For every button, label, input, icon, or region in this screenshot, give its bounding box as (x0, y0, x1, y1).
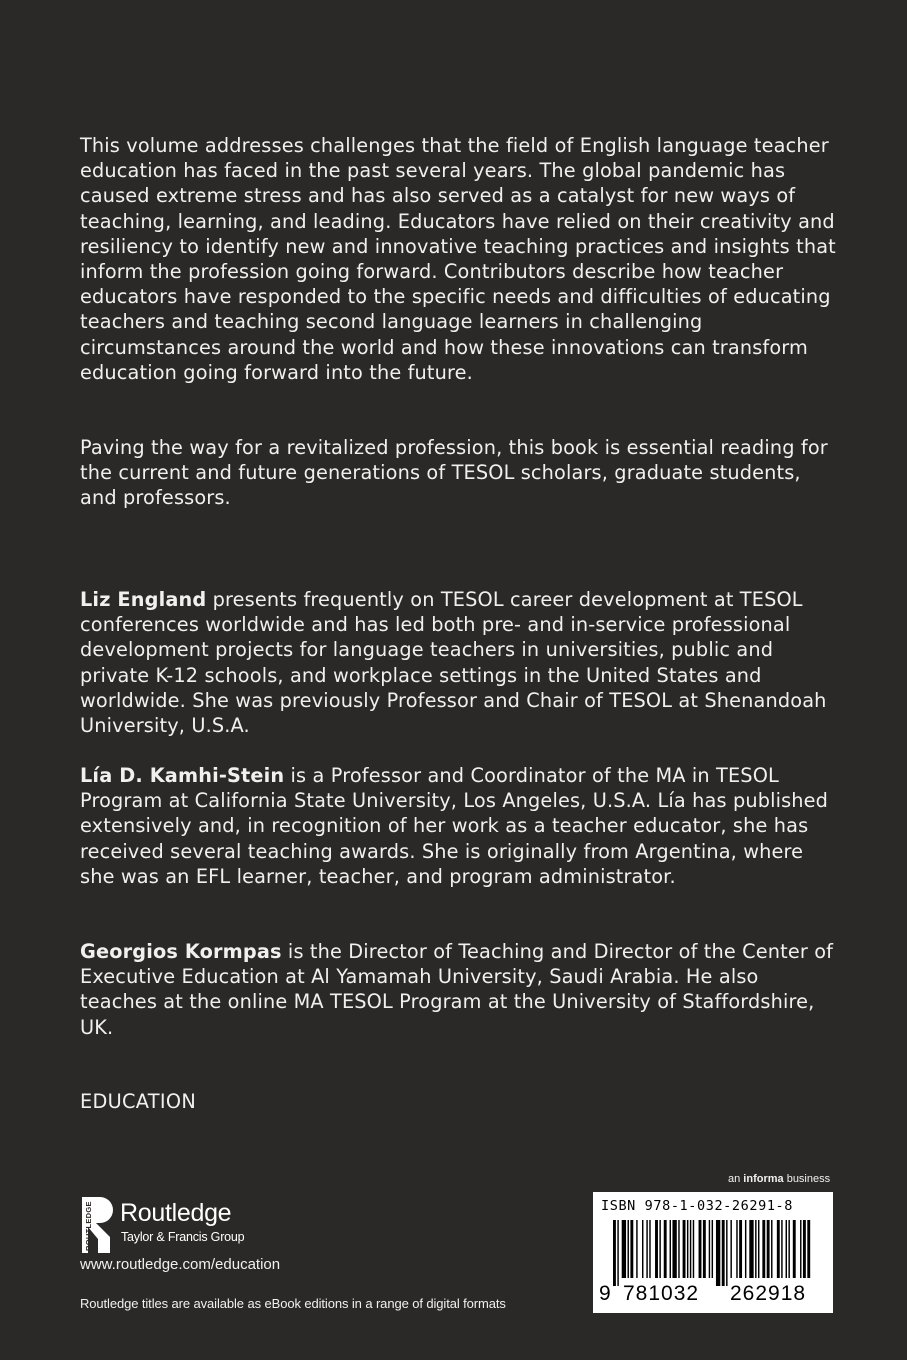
informa-business-tag (728, 1173, 830, 1185)
barcode-bar (758, 1220, 759, 1278)
informa-suffix: business (783, 1173, 831, 1185)
author-bio-1 (80, 587, 840, 738)
isbn-label: ISBN 978-1-032-26291-8 (601, 1198, 794, 1214)
author-name-2: Lía D. Kamhi-Stein (80, 764, 285, 787)
barcode-bar (693, 1220, 694, 1278)
barcode-bar (716, 1220, 720, 1286)
barcode-bar (683, 1220, 686, 1278)
barcode-bar (636, 1220, 637, 1278)
barcode-bar (767, 1220, 770, 1278)
barcode-bar (655, 1220, 658, 1278)
isbn-barcode (593, 1192, 833, 1313)
barcode-bar (777, 1220, 780, 1278)
barcode-bar (646, 1220, 647, 1278)
barcode-bar (690, 1220, 691, 1278)
barcode-bar (617, 1220, 618, 1286)
barcode-bar (749, 1220, 753, 1278)
barcode-bar (755, 1220, 756, 1278)
barcode-bar (762, 1220, 765, 1278)
barcode-bar (793, 1220, 796, 1278)
publisher-website-link[interactable]: www.routledge.com/education (80, 1256, 281, 1273)
barcode-bar (709, 1220, 710, 1278)
routledge-logo-mark-icon (78, 1197, 114, 1253)
barcode-bar (687, 1220, 688, 1278)
barcode-bar (786, 1220, 787, 1278)
author-bio-3 (80, 939, 840, 1040)
barcode-bar (722, 1220, 725, 1286)
author-bio-text-3: is the Director of Teaching and Director of the Center of Executive Education at Al Yamamah University, Saudi Arabia. He also teaches at the online MA TESOL Program at the University of Staffordshire, UK. (80, 940, 834, 1039)
barcode-bar (788, 1220, 789, 1278)
barcode-bar (649, 1220, 650, 1278)
publisher-group: Taylor & Francis Group (121, 1230, 245, 1244)
barcode-bar (664, 1220, 667, 1278)
barcode-bar (781, 1220, 782, 1278)
routledge-logo (78, 1197, 338, 1253)
author-name-1: Liz England (80, 588, 207, 611)
barcode-bar (807, 1220, 810, 1278)
barcode-bar (613, 1220, 616, 1286)
barcode-bar (678, 1220, 679, 1278)
barcode-bar (771, 1220, 772, 1278)
barcode-bar (703, 1220, 706, 1278)
ebook-availability-note: Routledge titles are available as eBook editions in a range of digital formats (80, 1296, 506, 1311)
description-paragraph-1: This volume addresses challenges that the field of English language teacher education has faced in the past several years. The global pandemic has caused extreme stress and has also served as a catalyst for new ways of teaching, learning, and leading. Educators have relied on their creativity and resiliency to identify new and innovative teaching practices and insights that inform the profession going forward. Contributors describe how teacher educators have responded to the specific needs and difficulties of educating teachers and teaching second language learners in challenging circumstances around the world and how these innovations can transform education going forward into the future. (80, 134, 836, 384)
barcode-bars-icon (601, 1220, 825, 1286)
barcode-bar (800, 1220, 801, 1278)
author-name-3: Georgios Kormpas (80, 940, 282, 963)
barcode-bar (628, 1220, 629, 1278)
barcode-digit-first: 9 (599, 1282, 611, 1305)
author-bio-text-2: is a Professor and Coordinator of the MA in TESOL Program at California State University, Los Angeles, U.S.A. Lía has published extensively and, in recognition of her work as a teacher educator, she has received several teaching awards. She is originally from Argentina, where she was an EFL learner, teacher, and program administrator. (80, 764, 829, 888)
barcode-digit-group-2: 262918 (730, 1282, 807, 1305)
barcode-bar (659, 1220, 660, 1278)
barcode-bar (739, 1220, 742, 1278)
barcode-bar (699, 1220, 702, 1278)
barcode-bar (622, 1220, 626, 1278)
barcode-bar (642, 1220, 643, 1278)
barcode-bar (726, 1220, 727, 1286)
barcode-digit-group-1: 781032 (623, 1282, 700, 1305)
barcode-bar (672, 1220, 676, 1278)
author-bio-text-1: presents frequently on TESOL career development at TESOL conferences worldwide and has led both pre- and in-service professional development projects for language teachers in universities, public and private K-12 schools, and workplace settings in the United States and worldwide. She was previously Professor and Chair of TESOL at Shenandoah University, U.S.A. (80, 588, 827, 738)
barcode-bar (745, 1220, 746, 1278)
barcode-bar (670, 1220, 671, 1278)
author-bio-2 (80, 763, 840, 889)
barcode-bar (803, 1220, 806, 1278)
description-paragraph-2: Paving the way for a revitalized profession, this book is essential reading for the current and future generations of TESOL scholars, graduate students, and professors. (80, 436, 828, 510)
publisher-name: Routledge (120, 1199, 232, 1227)
informa-prefix: an (728, 1173, 744, 1185)
barcode-bar (736, 1220, 737, 1278)
barcode-bar (730, 1220, 731, 1278)
subject-category: EDUCATION (80, 1090, 197, 1113)
barcode-bar (712, 1220, 713, 1278)
informa-bold: informa (743, 1173, 784, 1185)
barcode-bar (630, 1220, 633, 1278)
logo-mark-text: ROUTLEDGE (84, 1201, 93, 1251)
